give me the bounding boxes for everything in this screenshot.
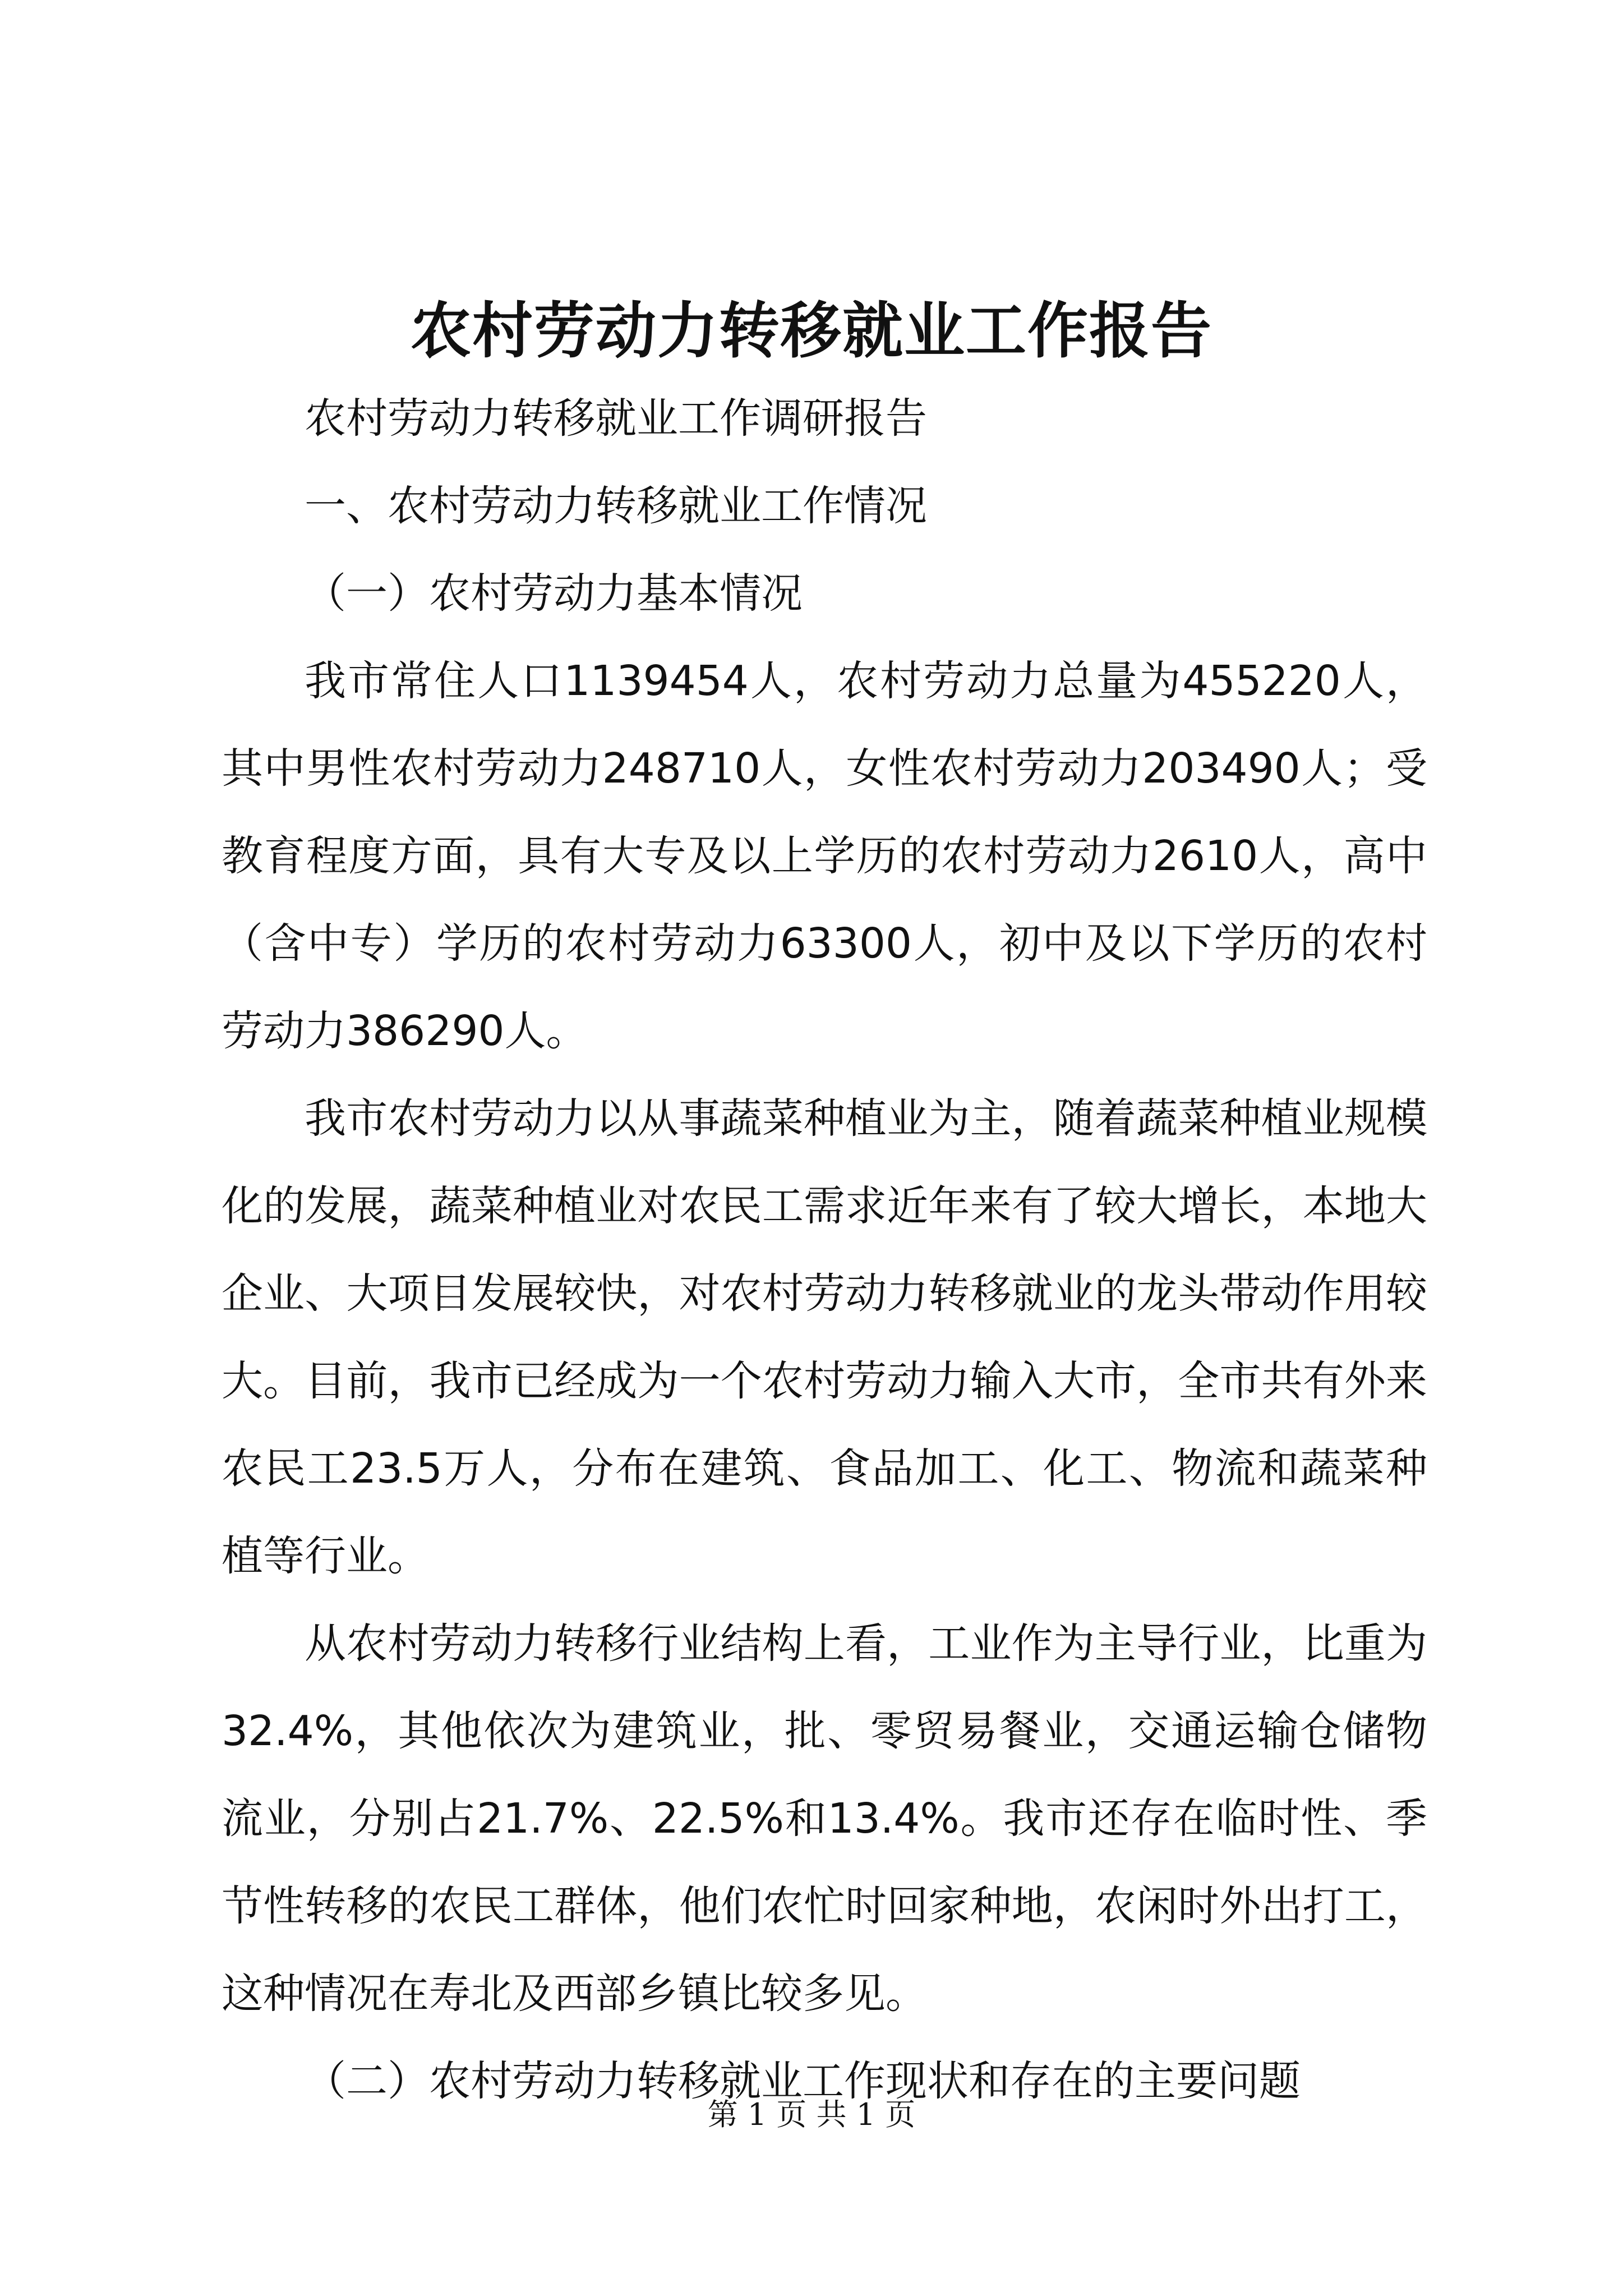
page-number: 第 1 页 共 1 页: [707, 2097, 916, 2132]
body-paragraph: 我市常住人口1139454人，农村劳动力总量为455220人，其中男性农村劳动力248710人，女性农村劳动力203490人；受教育程度方面，具有大专及以上学历的农村劳动力2610人，高中（含中专）学历的农村劳动力63300人，初中及以下学历的农村劳动力386290人。: [222, 657, 1427, 1055]
body-paragraph: 从农村劳动力转移行业结构上看，工业作为主导行业，比重为32.4%，其他依次为建筑业，批、零贸易餐业，交通运输仓储物流业，分别占21.7%、22.5%和13.4%。我市还存在临时性、季节性转移的农民工群体，他们农忙时回家种地，农闲时外出打工，这种情况在寿北及西部乡镇比较多见。: [222, 1619, 1427, 2018]
document-body: [222, 375, 1427, 2125]
subsection-heading-1: （一）农村劳动力基本情况: [305, 569, 803, 618]
document-title: 农村劳动力转移就业工作报告: [410, 296, 1212, 366]
report-subtitle: 农村劳动力转移就业工作调研报告: [305, 394, 927, 443]
body-paragraph: 我市农村劳动力以从事蔬菜种植业为主，随着蔬菜种植业规模化的发展，蔬菜种植业对农民工需求近年来有了较大增长，本地大企业、大项目发展较快，对农村劳动力转移就业的龙头带动作用较大。目前，我市已经成为一个农村劳动力输入大市，全市共有外来农民工23.5万人，分布在建筑、食品加工、化工、物流和蔬菜种植等行业。: [222, 1094, 1427, 1580]
section-heading-1: 一、农村劳动力转移就业工作情况: [305, 482, 927, 530]
subsection-heading-2: （二）农村劳动力转移就业工作现状和存在的主要问题: [305, 2057, 1301, 2105]
